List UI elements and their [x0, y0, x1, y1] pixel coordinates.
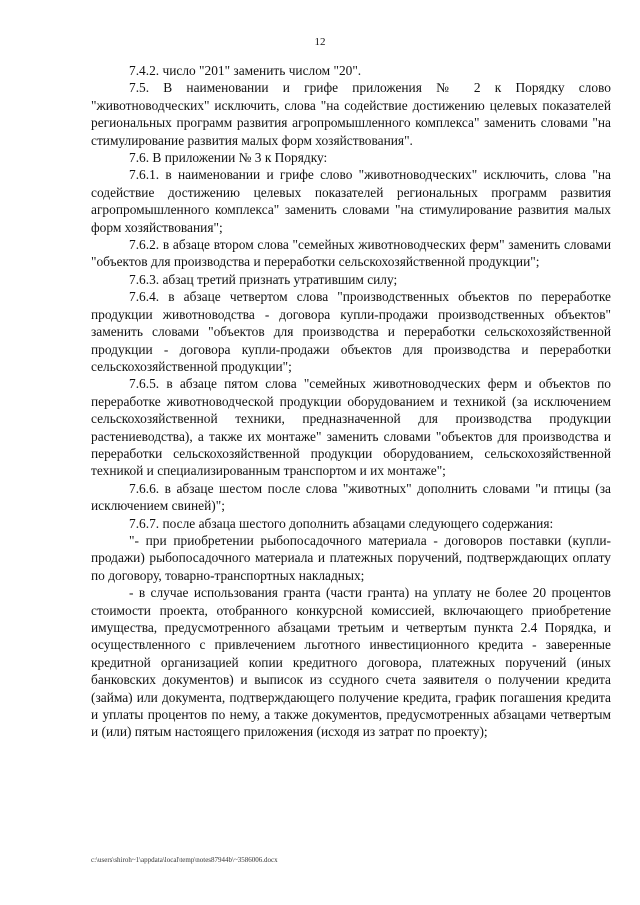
page-number: 12 — [314, 36, 326, 48]
paragraph-7-6-2: 7.6.2. в абзаце втором слова "семейных животноводческих ферм" заменить словами "объектов для производства и переработки сельскохозяйственной продукции"; — [91, 237, 611, 270]
paragraph-7-6-6: 7.6.6. в абзаце шестом после слова "животных" дополнить словами "и птицы (за исключением свиней)"; — [91, 480, 611, 514]
paragraph-7-6-4: 7.6.4. в абзаце четвертом слова "производственных объектов по переработке продукции животноводства - договора купли-продажи производственных объектов" заменить словами "объектов для производства и переработки сельскохозяйственной продукции - договора купли-продажи объектов для производства и переработки сельскохозяйственной продукции"; — [91, 289, 611, 374]
paragraph-7-6-5: 7.6.5. в абзаце пятом слова "семейных животноводческих ферм и объектов по переработке животноводческой продукции оборудованием и техникой (за исключением сельскохозяйственной техники, предназначенной для производства продукции растениеводства), а также их монтаже" заменить словами "объектов для производства и переработки сельскохозяйственной продукции оборудованием, сельскохозяйственной техникой и специализированным транспортом и их монтаже"; — [91, 376, 611, 479]
paragraph-7-6-1: 7.6.1. в наименовании и грифе слово "животноводческих" исключить, слова "на содействие достижению целевых показателей региональных программ развития агропромышленного комплекса" заменить словами "на стимулирование развития малых форм хозяйствования"; — [91, 167, 611, 235]
paragraph-grant-use: - в случае использования гранта (части гранта) на уплату не более 20 процентов стоимости проекта, отобранного конкурсной комиссией, включающего приобретение имущества, предусмотренного абзацами третьим и четвертым пункта 2.4 Порядка, и осуществленного с привлечением льготного инвестиционного кредита - заверенные кредитной организацией копии кредитного договора, платежных поручений (иных банковских документов) и выписок из ссудного счета заявителя о получении кредита (займа) или документа, подтверждающего получение кредита, график погашения кредита и уплаты процентов по нему, а также документов, предусмотренных абзацами четвертым и (или) пятым настоящего приложения (исходя из затрат по проекту); — [91, 585, 611, 740]
paragraph-fish-material: "- при приобретении рыбопосадочного материала - договоров поставки (купли-продажи) рыбопосадочного материала и платежных поручений, подтверждающих оплату по договору, товарно-транспортных накладных; — [91, 532, 611, 583]
paragraph-7-6-3: 7.6.3. абзац третий признать утратившим силу; — [129, 271, 398, 287]
file-path-footer: c:\users\shiroh~1\appdata\local\temp\notes87944b\~3586006.docx — [91, 856, 278, 864]
paragraph-7-5: 7.5. В наименовании и грифе приложения № 2 к Порядку слово "животноводческих" исключить, слова "на содействие достижению целевых показателей региональных программ развития агропромышленного комплекса" заменить словами "на стимулирование развития малых форм хозяйствования". — [91, 80, 611, 148]
paragraph-7-6-7: 7.6.7. после абзаца шестого дополнить абзацами следующего содержания: — [129, 515, 554, 531]
paragraph-7-4-2: 7.4.2. число "201" заменить числом "20". — [129, 63, 362, 78]
document-body — [91, 62, 611, 741]
paragraph-7-6: 7.6. В приложении № 3 к Порядку: — [129, 150, 328, 166]
